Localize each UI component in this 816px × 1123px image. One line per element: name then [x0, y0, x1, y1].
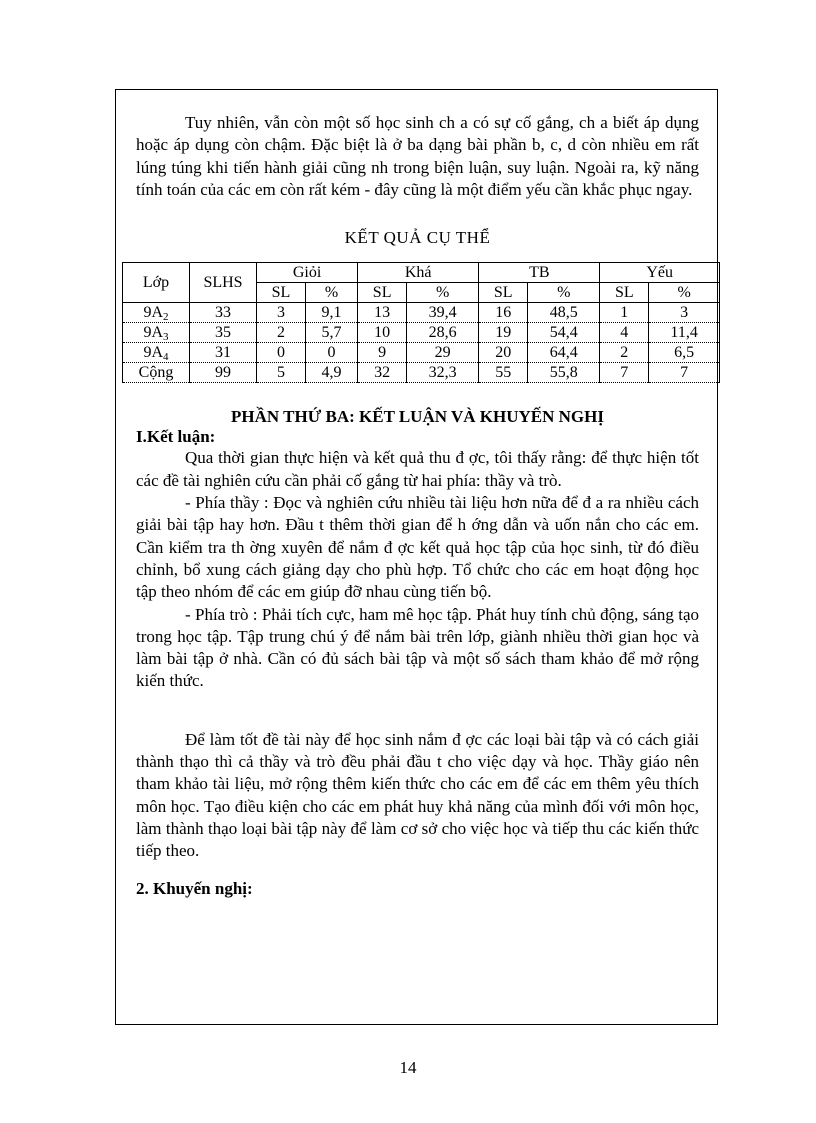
- page-content: [136, 112, 699, 899]
- header-sl: SL: [257, 283, 306, 303]
- table-cell: 6,5: [649, 343, 720, 363]
- results-title: KẾT QUẢ CỤ THỂ: [344, 228, 491, 248]
- table-cell: 29: [407, 343, 479, 363]
- class-cell: $9A_2$: [123, 303, 190, 323]
- table-cell: 7: [600, 363, 649, 383]
- table-cell: 32: [358, 363, 407, 383]
- spacer: [136, 693, 699, 729]
- table-cell: 13: [358, 303, 407, 323]
- class-cell: $9A_3$: [123, 323, 190, 343]
- student-paragraph: - Phía trò : Phải tích cực, ham mê học tập. Phát huy tính chủ động, sáng tạo trong học tập. Tập trung chú ý để nắm bài trên lớp, giành nhiều thời gian học và làm bài tập ở nhà. Cần có đủ sách bài tập và một số sách tham khảo để mở rộng kiến thức.: [136, 604, 699, 691]
- table-cell: 4,9: [305, 363, 357, 383]
- class-cell: $9A_4$: [123, 343, 190, 363]
- table-cell: 64,4: [528, 343, 600, 363]
- header-pct: %: [407, 283, 479, 303]
- header-yeu: Yếu: [600, 263, 720, 283]
- header-tb: TB: [479, 263, 600, 283]
- table-cell: 3: [257, 303, 306, 323]
- table-cell: 0: [257, 343, 306, 363]
- intro-paragraph: Tuy nhiên, vẫn còn một số học sinh ch a có sự cố gắng, ch a biết áp dụng hoặc áp dụng còn chậm. Đặc biệt là ở ba dạng bài phần b, c, d còn nhiều em rất lúng túng khi tiến hành giải cũng nh trong biện luận, suy luận. Ngoài ra, kỹ năng tính toán của các em còn rất kém - đây cũng là một điểm yếu cần khắc phục ngay.: [136, 113, 699, 199]
- header-pct: %: [649, 283, 720, 303]
- header-kha: Khá: [358, 263, 479, 283]
- table-cell: 3: [649, 303, 720, 323]
- table-cell: 16: [479, 303, 528, 323]
- header-slhs: SLHS: [190, 263, 257, 303]
- recommend-heading: 2. Khuyến nghị:: [136, 878, 253, 898]
- table-row-total: [123, 363, 720, 383]
- table-cell: 4: [600, 323, 649, 343]
- slhs-cell: 31: [190, 343, 257, 363]
- header-sl: SL: [479, 283, 528, 303]
- page-number: 14: [399, 1058, 417, 1077]
- table-cell: 5: [257, 363, 306, 383]
- header-pct: %: [305, 283, 357, 303]
- conclusion-heading: I.Kết luận:: [136, 427, 216, 447]
- results-table: [122, 262, 720, 383]
- table-cell: 55: [479, 363, 528, 383]
- table-cell: 54,4: [528, 323, 600, 343]
- table-cell: 5,7: [305, 323, 357, 343]
- table-cell: 48,5: [528, 303, 600, 323]
- table-cell: 0: [305, 343, 357, 363]
- table-row: [123, 343, 720, 363]
- final-paragraph: Để làm tốt đề tài này để học sinh nắm đ ợc các loại bài tập và có cách giải thành thạo thì cả thầy và trò đều phải đầu t cho việc dạy và học. Thầy giáo nên tham khảo tài liệu, mở rộng thêm kiến thức cho các em để các em thêm yêu thích môn học. Tạo điều kiện cho các em phát huy khả năng của mình đối với môn học, làm thành thạo loại bài tập này để làm cơ sở cho việc học và tiếp thu các kiến thức tiếp theo.: [136, 729, 699, 861]
- table-cell: 11,4: [649, 323, 720, 343]
- slhs-cell: 99: [190, 363, 257, 383]
- header-sl: SL: [358, 283, 407, 303]
- slhs-cell: 33: [190, 303, 257, 323]
- page-frame: [115, 89, 718, 1025]
- table-cell: 1: [600, 303, 649, 323]
- table-cell: 9: [358, 343, 407, 363]
- table-cell: 32,3: [407, 363, 479, 383]
- teacher-paragraph: - Phía thầy : Đọc và nghiên cứu nhiều tài liệu hơn nữa để đ a ra nhiều cách giải bài tập hay hơn. Đầu t thêm thời gian để h ớng dẫn và uốn nắn cho các em. Cần kiểm tra th ờng xuyên để nắm đ ợc kết quả học tập của học sinh, từ đó điều chỉnh, bổ xung cách giảng dạy cho phù hợp. Tổ chức cho các em hoạt động học tập theo nhóm để các em giúp đỡ nhau cùng tiến bộ.: [136, 493, 699, 602]
- class-cell: Cộng: [123, 363, 190, 383]
- table-cell: 39,4: [407, 303, 479, 323]
- slhs-cell: 35: [190, 323, 257, 343]
- table-cell: 10: [358, 323, 407, 343]
- table-cell: 20: [479, 343, 528, 363]
- spacer: [136, 863, 699, 879]
- table-cell: 55,8: [528, 363, 600, 383]
- header-lop: Lớp: [123, 263, 190, 303]
- table-row: [123, 303, 720, 323]
- table-row: [123, 323, 720, 343]
- table-cell: 2: [257, 323, 306, 343]
- header-sl: SL: [600, 283, 649, 303]
- table-cell: 9,1: [305, 303, 357, 323]
- table-cell: 19: [479, 323, 528, 343]
- conclusion-paragraph: Qua thời gian thực hiện và kết quả thu đ ợc, tôi thấy rằng: để thực hiện tốt các đề tài nghiên cứu cần phải cố gắng từ hai phía: thầy và trò.: [136, 448, 699, 490]
- header-gioi: Giỏi: [257, 263, 358, 283]
- header-pct: %: [528, 283, 600, 303]
- table-cell: 28,6: [407, 323, 479, 343]
- table-cell: 2: [600, 343, 649, 363]
- part3-title: PHẦN THỨ BA: KẾT LUẬN VÀ KHUYẾN NGHỊ: [231, 407, 604, 427]
- table-cell: 7: [649, 363, 720, 383]
